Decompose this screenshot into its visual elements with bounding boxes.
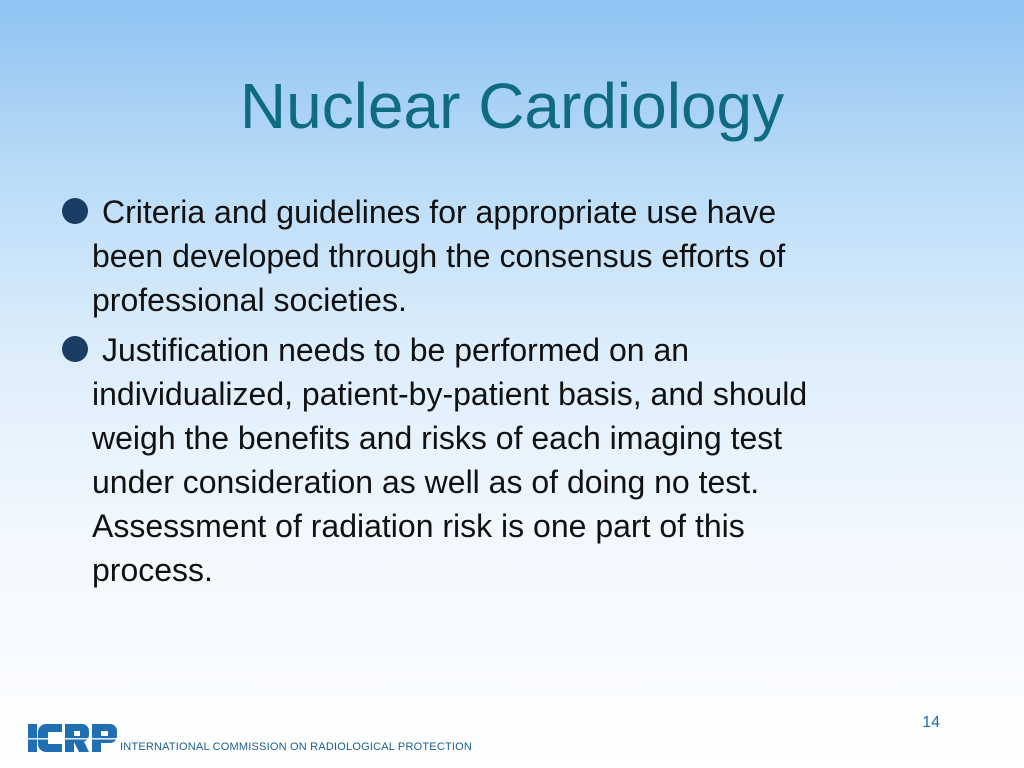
bullet-text xyxy=(92,190,960,322)
bullet-item xyxy=(60,190,960,322)
bullet-line: process. xyxy=(92,552,213,588)
organization-name: INTERNATIONAL COMMISSION ON RADIOLOGICAL PROTECTION xyxy=(120,741,473,753)
bullet-line: individualized, patient-by-patient basis, and should xyxy=(92,376,808,412)
bullet-list xyxy=(60,190,960,598)
bullet-line: Criteria and guidelines for appropriate use have xyxy=(102,194,777,230)
bullet-line: under consideration as well as of doing no test. xyxy=(92,464,760,500)
bullet-text xyxy=(92,328,960,592)
page-number: 14 xyxy=(922,714,940,731)
bullet-dot-icon xyxy=(62,336,88,362)
footer xyxy=(28,720,472,754)
slide-title: Nuclear Cardiology xyxy=(239,70,785,142)
bullet-line: Assessment of radiation risk is one part of this xyxy=(92,508,745,544)
bullet-line: professional societies. xyxy=(92,282,407,318)
icrp-logo-icon xyxy=(28,722,118,754)
bullet-line: Justification needs to be performed on an xyxy=(102,332,690,368)
bullet-line: been developed through the consensus efforts of xyxy=(92,238,786,274)
bullet-line: weigh the benefits and risks of each imaging test xyxy=(92,420,783,456)
bullet-item xyxy=(60,328,960,592)
bullet-dot-icon xyxy=(62,198,88,224)
